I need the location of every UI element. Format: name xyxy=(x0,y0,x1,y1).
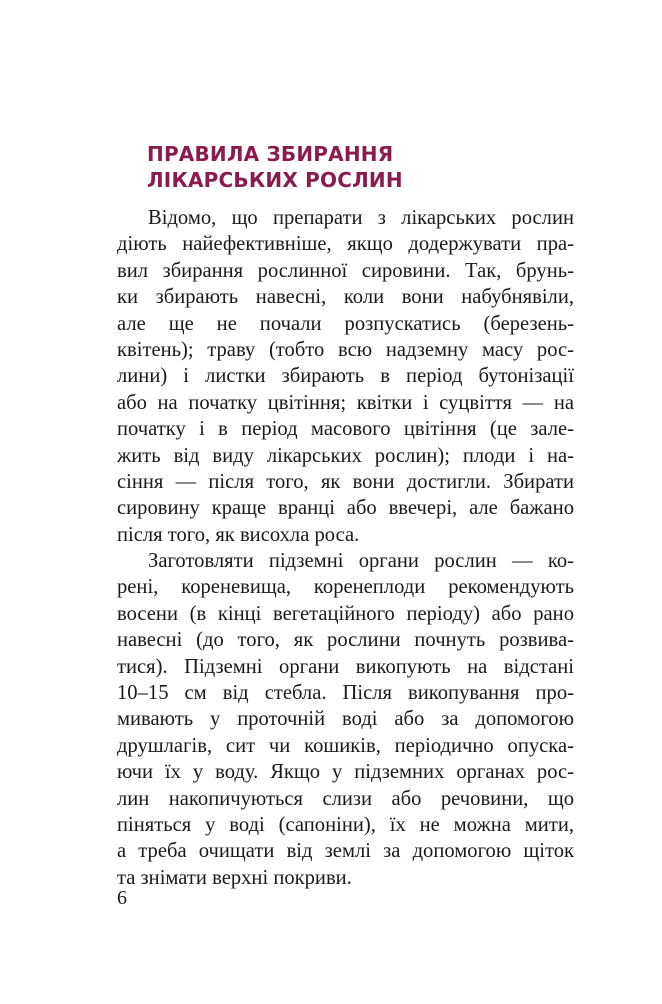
text-line: діють найефективніше, якщо додержувати пра- xyxy=(117,233,574,256)
text-line: ки збирають навесні, коли вони набубнявіли, xyxy=(117,286,574,309)
body-text xyxy=(117,205,574,891)
text-line: мивають у проточній воді або за допомогою xyxy=(117,708,574,731)
text-line: навесні (до того, як рослини почнуть розвива- xyxy=(117,629,574,652)
text-line: тися). Підземні органи викопують на відстані xyxy=(117,655,574,678)
text-line: рені, кореневища, коренеплоди рекомендують xyxy=(117,576,574,599)
text-line: Заготовляти підземні органи рослин — ко- xyxy=(148,550,574,573)
text-line: жить від виду лікарських рослин); плоди і на- xyxy=(117,444,574,467)
text-line: лини) і листки збирають в період бутонізації xyxy=(117,365,574,388)
text-line: Відомо, що препарати з лікарських рослин xyxy=(148,207,574,229)
text-line: піняться у воді (сапоніни), їх не можна мити, xyxy=(117,813,574,836)
text-line: початку і в період масового цвітіння (це зале- xyxy=(117,418,574,441)
text-line: вил збирання рослинної сировини. Так, брунь- xyxy=(117,259,574,282)
text-line: друшлагів, сит чи кошиків, періодично опуска- xyxy=(117,734,574,757)
text-line: та знімати верхні покриви. xyxy=(117,866,352,889)
section-heading xyxy=(147,141,587,193)
text-line: сіння — після того, як вони достигли. Збирати xyxy=(117,470,574,493)
text-line: лин накопичуються слизи або речовини, що xyxy=(117,787,574,810)
text-line: після того, як висохла роса. xyxy=(117,523,360,546)
page-number: 6 xyxy=(117,887,127,909)
section-heading-line-2: ЛІКАРСЬКИХ РОСЛИН xyxy=(147,168,403,192)
text-line: а треба очищати від землі за допомогою щіток xyxy=(117,840,574,863)
text-line: квітень); траву (тобто всю надземну масу рос- xyxy=(117,338,574,361)
text-line: 10–15 см від стебла. Після викопування про- xyxy=(117,682,574,705)
text-line: або на початку цвітіння; квітки і суцвіття — на xyxy=(117,391,574,414)
text-line: восени (в кінці вегетаційного періоду) або рано xyxy=(117,602,574,625)
text-line: сировину краще вранці або ввечері, але бажано xyxy=(117,497,574,520)
paragraph-1 xyxy=(117,205,574,548)
text-line: але ще не почали розпускатись (березень- xyxy=(117,312,574,335)
section-heading-line-1: ПРАВИЛА ЗБИРАННЯ xyxy=(147,142,394,166)
text-line: ючи їх у воду. Якщо у підземних органах рос- xyxy=(117,761,574,784)
paragraph-2 xyxy=(117,548,574,891)
